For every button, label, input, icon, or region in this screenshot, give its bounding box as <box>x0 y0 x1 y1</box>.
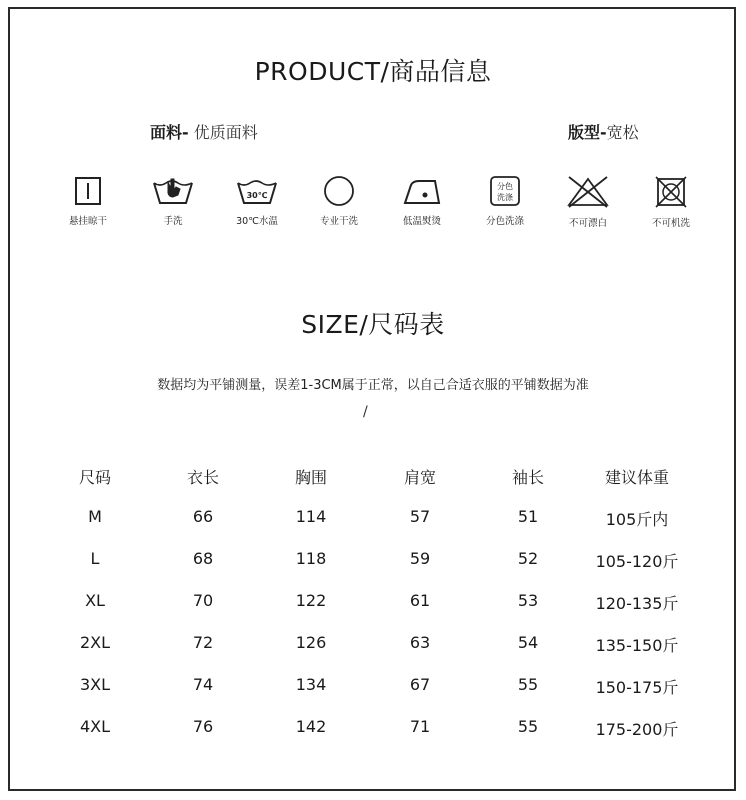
table-cell: XL <box>85 591 105 610</box>
size-title: SIZE/尺码表 <box>301 310 445 339</box>
dry-clean-icon <box>319 175 359 207</box>
table-cell: 135-150斤 <box>595 636 679 655</box>
care-label: 专业干洗 <box>319 216 358 227</box>
care-item <box>387 175 457 227</box>
header-cell: 尺码 <box>78 468 111 487</box>
header-cell: 衣长 <box>186 468 219 487</box>
table-cell: 57 <box>409 507 431 526</box>
table-cell: 67 <box>409 675 431 694</box>
care-item <box>304 175 374 227</box>
table-cell: L <box>90 549 100 568</box>
care-item <box>470 175 540 227</box>
separate-text-1: 分色 <box>497 182 513 191</box>
hang-dry-icon <box>68 175 108 207</box>
table-cell: 105斤内 <box>605 510 669 529</box>
table-row <box>40 591 742 633</box>
table-cell: 55 <box>517 675 539 694</box>
hand-wash-icon <box>150 175 196 207</box>
table-cell: 54 <box>517 633 539 652</box>
table-row <box>40 717 742 759</box>
table-row <box>40 549 742 591</box>
care-label: 不可漂白 <box>568 218 607 229</box>
separator-slash: / <box>363 404 368 420</box>
table-cell: 51 <box>517 507 539 526</box>
table-cell: 66 <box>192 507 214 526</box>
no-machine-wash-icon <box>651 175 691 209</box>
fit-info <box>568 120 639 143</box>
table-cell: 71 <box>409 717 431 736</box>
care-item <box>636 175 706 229</box>
header-cell: 胸围 <box>294 468 327 487</box>
header-cell: 袖长 <box>511 468 544 487</box>
table-cell: 142 <box>295 717 327 736</box>
table-cell: 53 <box>517 591 539 610</box>
table-row <box>40 675 742 717</box>
product-title: PRODUCT/商品信息 <box>254 57 492 86</box>
table-cell: 105-120斤 <box>595 552 679 571</box>
no-bleach-icon <box>565 175 611 209</box>
fit-label: 版型- <box>568 123 607 142</box>
table-cell: M <box>88 507 102 526</box>
measurement-note: 数据均为平铺测量，误差1-3CM属于正常，以自己合适衣服的平铺数据为准 <box>157 378 589 393</box>
care-label: 低温熨烫 <box>402 216 441 227</box>
table-header-row <box>40 465 742 507</box>
table-row <box>40 633 742 675</box>
fit-value: 宽松 <box>606 123 639 142</box>
table-cell: 134 <box>295 675 327 694</box>
table-cell: 150-175斤 <box>595 678 679 697</box>
care-label: 30℃水温 <box>236 216 278 227</box>
table-cell: 61 <box>409 591 431 610</box>
care-label: 手洗 <box>163 216 183 227</box>
table-cell: 175-200斤 <box>595 720 679 739</box>
table-cell: 3XL <box>79 675 111 694</box>
care-item <box>222 175 292 227</box>
table-cell: 126 <box>295 633 327 652</box>
care-item <box>553 175 623 229</box>
care-item <box>138 175 208 227</box>
table-cell: 74 <box>192 675 214 694</box>
care-label: 悬挂晾干 <box>68 216 107 227</box>
table-cell: 52 <box>517 549 539 568</box>
care-icons <box>0 175 746 235</box>
care-label: 不可机洗 <box>651 218 690 229</box>
header-cell: 建议体重 <box>604 468 669 487</box>
wash-temp-text: 30℃ <box>246 191 268 200</box>
header-cell: 肩宽 <box>403 468 436 487</box>
table-cell: 122 <box>295 591 327 610</box>
table-cell: 63 <box>409 633 431 652</box>
care-label: 分色洗涤 <box>485 216 524 227</box>
low-iron-icon <box>399 175 445 207</box>
table-cell: 72 <box>192 633 214 652</box>
fabric-info <box>150 120 258 143</box>
care-item <box>53 175 123 227</box>
fabric-label: 面料- <box>150 123 189 142</box>
wash-30-icon <box>234 175 280 207</box>
table-cell: 70 <box>192 591 214 610</box>
table-cell: 68 <box>192 549 214 568</box>
table-cell: 2XL <box>79 633 111 652</box>
table-cell: 4XL <box>79 717 111 736</box>
fabric-value: 优质面料 <box>188 123 258 142</box>
table-row <box>40 507 742 549</box>
size-table <box>40 465 742 759</box>
separate-text-2: 洗涤 <box>497 193 513 202</box>
table-cell: 114 <box>295 507 327 526</box>
wash-separately-icon <box>485 175 525 207</box>
table-cell: 55 <box>517 717 539 736</box>
table-cell: 59 <box>409 549 431 568</box>
table-cell: 118 <box>295 549 327 568</box>
table-cell: 120-135斤 <box>595 594 679 613</box>
table-cell: 76 <box>192 717 214 736</box>
